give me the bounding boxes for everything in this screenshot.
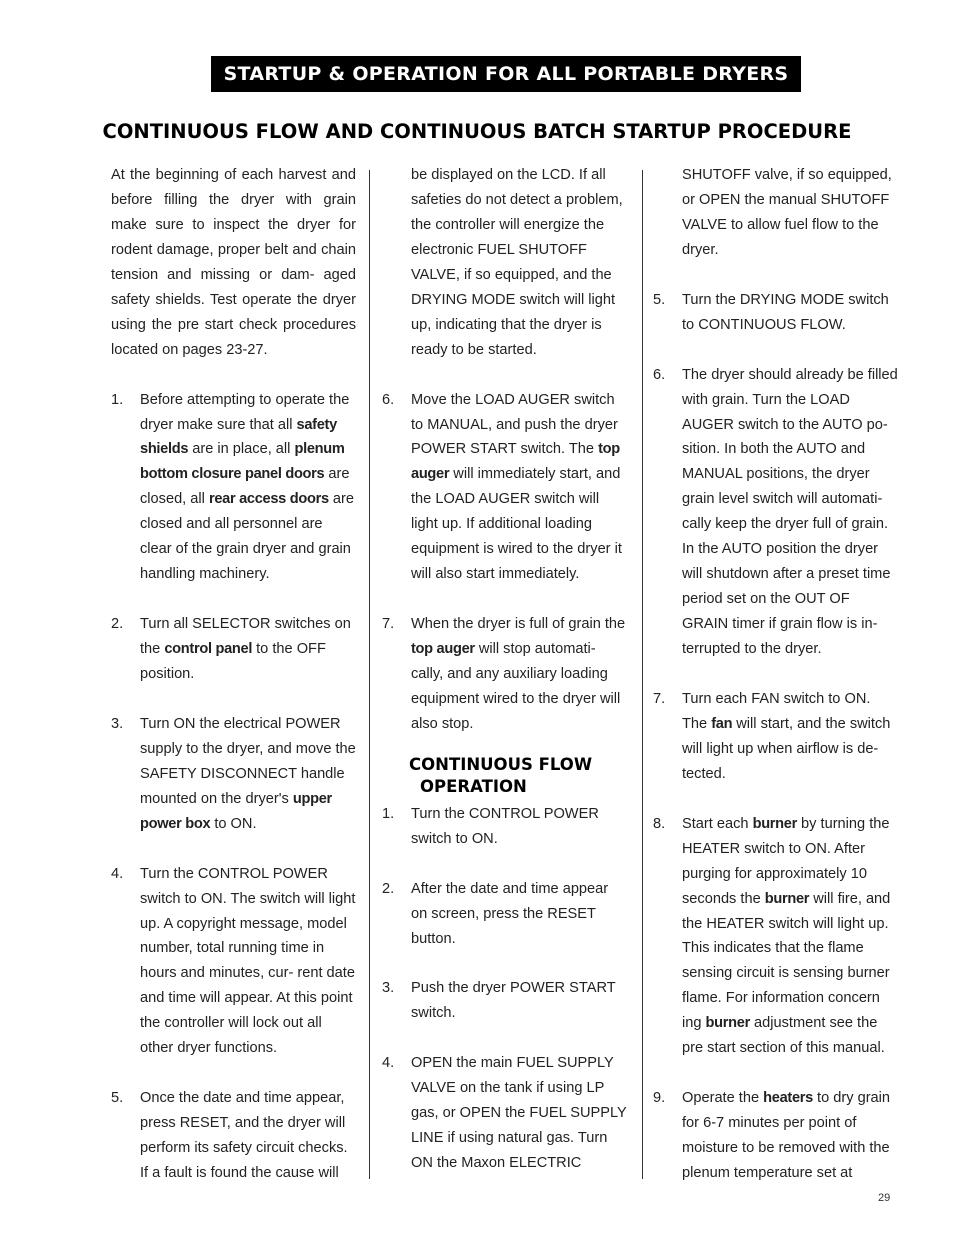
item-continuation: SHUTOFF valve, if so equipped, or OPEN the manual SHUTOFF VALVE to allow fuel flow to the dryer. <box>682 167 892 258</box>
term-control-panel: control panel <box>164 641 253 658</box>
term-safety-shields: safety shields <box>140 416 337 458</box>
item-text: Before attempting to operate the dryer make sure that all safety shields are in place, all plenum bottom closure panel doors are closed, all rear access doors are closed and all personnel are clear of the grain dryer and grain handling machinery. <box>140 391 354 583</box>
term-burner: burner <box>764 890 810 907</box>
term-rear-access-doors: rear access doors <box>208 491 329 508</box>
item-number: 6. <box>653 366 666 383</box>
list-item <box>382 802 628 852</box>
page-number: 29 <box>878 1192 891 1204</box>
column-divider <box>369 170 370 1179</box>
item-number: 2. <box>382 880 395 897</box>
item-number: 5. <box>111 1090 124 1107</box>
item-text: Turn the DRYING MODE switch to CONTINUOUS FLOW. <box>682 291 889 333</box>
list-item <box>382 877 628 952</box>
item-text: The dryer should already be filled with grain. Turn the LOAD AUGER switch to the AUTO po- sition. In both the AUTO and MANUAL positions, the dryer grain level switch will automati- cally keep the dryer full of grain. In the AUTO position the dryer will shutdown after a preset time period set on the OUT OF GRAIN timer if grain flow is in- terrupted to the dryer. <box>682 366 898 658</box>
list-item <box>111 388 356 588</box>
list-item <box>111 862 356 1062</box>
item-text: When the dryer is full of grain the top auger will stop automati- cally, and any auxiliary loading equipment wired to the dryer will also stop. <box>411 616 626 732</box>
list-item <box>382 976 628 1026</box>
term-top-auger: top auger <box>411 641 475 658</box>
term-heaters: heaters <box>763 1090 813 1107</box>
item-number: 4. <box>111 865 124 882</box>
section-banner: STARTUP & OPERATION FOR ALL PORTABLE DRYERS <box>211 56 801 92</box>
column-3 <box>653 163 899 1186</box>
term-burner: burner <box>752 815 797 832</box>
term-upper-power-box: upper power box <box>140 790 332 832</box>
list-item <box>653 288 899 338</box>
list-item <box>653 812 899 1062</box>
page-subtitle: CONTINUOUS FLOW AND CONTINUOUS BATCH STARTUP PROCEDURE <box>102 120 852 143</box>
item-number: 3. <box>111 715 124 732</box>
intro-paragraph: At the beginning of each harvest and before filling the dryer with grain make sure to inspect the dryer for rodent damage, proper belt and chain tension and missing or dam- aged safety shields. Test operate the dryer using the pre start check procedures located on pages 23-27. <box>111 167 356 358</box>
term-plenum-doors: plenum bottom closure panel doors <box>140 441 345 483</box>
term-top-auger: top auger <box>411 441 620 483</box>
section-heading <box>382 754 628 798</box>
term-fan: fan <box>711 715 733 732</box>
item-number: 9. <box>653 1090 666 1107</box>
item-text: Operate the heaters to dry grain for 6-7 minutes per point of moisture to be removed with the plenum temperature set at <box>682 1090 891 1182</box>
column-1 <box>111 163 356 1186</box>
section-heading-line2: OPERATION <box>420 776 527 796</box>
list-item <box>653 363 899 662</box>
item-number: 1. <box>382 805 395 822</box>
item-text: OPEN the main FUEL SUPPLY VALVE on the tank if using LP gas, or OPEN the FUEL SUPPLY LINE if using natural gas. Turn ON the Maxon ELECTRIC <box>411 1055 627 1172</box>
item-number: 7. <box>382 616 395 633</box>
list-item <box>111 1086 356 1186</box>
list-item <box>382 612 628 737</box>
item-number: 7. <box>653 690 666 707</box>
item-continuation: be displayed on the LCD. If all safeties do not detect a problem, the controller will energize the electronic FUEL SHUTOFF VALVE, if so equipped, and the DRYING MODE switch will light up, indicating that the dryer is ready to be started. <box>411 167 623 358</box>
item-text: After the date and time appear on screen, press the RESET button. <box>411 880 609 947</box>
item-number: 2. <box>111 616 124 633</box>
list-item <box>111 712 356 837</box>
item-number: 8. <box>653 815 666 832</box>
item-number: 3. <box>382 980 395 997</box>
list-item <box>111 612 356 687</box>
item-text: Turn each FAN switch to ON. The fan will start, and the switch will light up when airflow is de- tected. <box>682 690 891 782</box>
item-number: 1. <box>111 391 124 408</box>
item-text: Turn the CONTROL POWER switch to ON. <box>411 805 599 847</box>
column-divider <box>642 170 643 1179</box>
item-text: Once the date and time appear, press RESET, and the dryer will perform its safety circuit checks. If a fault is found the cause will <box>140 1090 348 1182</box>
list-item <box>653 1086 899 1186</box>
item-text: Turn ON the electrical POWER supply to the dryer, and move the SAFETY DISCONNECT handle mounted on the dryer's upper power box to ON. <box>140 715 356 832</box>
item-text: Start each burner by turning the HEATER switch to ON. After purging for approximately 10 seconds the burner will fire, and the HEATER switch will light up. This indicates that the flame sensing circuit is sensing burner flame. For information concern ing burner adjustment see the pre start section of this manual. <box>682 815 891 1057</box>
section-heading-line1: CONTINUOUS FLOW <box>409 754 593 774</box>
term-burner: burner <box>705 1015 750 1032</box>
item-text: Turn the CONTROL POWER switch to ON. The switch will light up. A copyright message, model number, total running time in hours and minutes, cur- rent date and time will appear. At this point the controller will lock out all other dryer functions. <box>140 865 356 1057</box>
list-item <box>382 1051 628 1176</box>
item-text: Move the LOAD AUGER switch to MANUAL, and push the dryer POWER START switch. The top auger will immediately start, and the LOAD AUGER switch will light up. If additional loading equipment is wired to the dryer it will also start immediately. <box>411 391 622 583</box>
item-number: 6. <box>382 391 395 408</box>
item-text: Turn all SELECTOR switches on the control panel to the OFF position. <box>140 616 351 683</box>
list-item <box>382 388 628 588</box>
column-2 <box>382 163 628 1176</box>
item-number: 4. <box>382 1055 395 1072</box>
list-item <box>653 687 899 787</box>
item-number: 5. <box>653 291 666 308</box>
item-text: Push the dryer POWER START switch. <box>411 980 616 1022</box>
